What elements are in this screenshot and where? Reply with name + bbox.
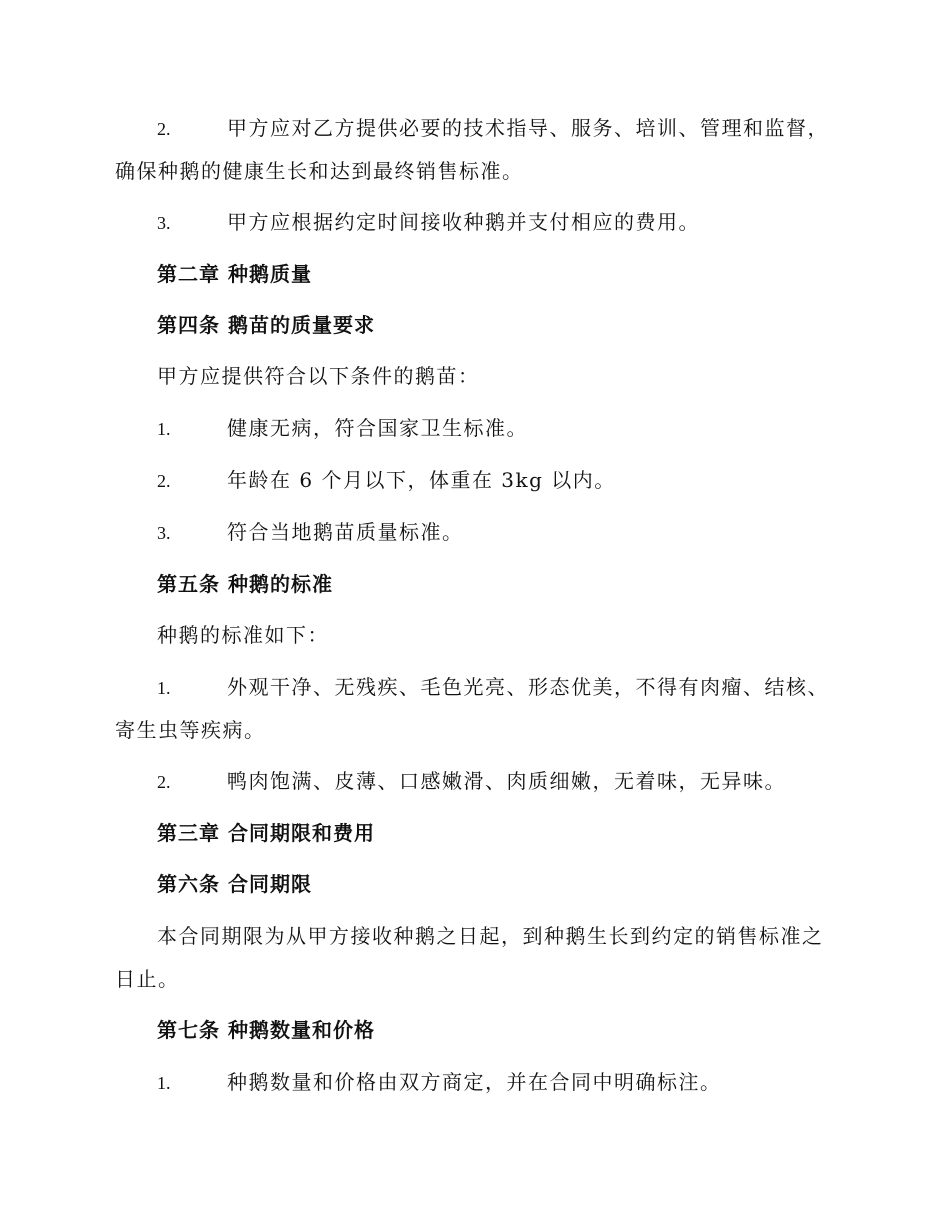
list-number: 2. [157,471,171,491]
list-number: 2. [157,772,171,792]
list-number: 3. [157,213,171,233]
list-item-text: 健康无病，符合国家卫生标准。 [227,416,528,440]
list-number: 1. [157,678,171,698]
paragraph: 甲方应提供符合以下条件的鹅苗： [157,364,480,388]
paragraph: 种鹅的标准如下： [157,623,329,647]
list-number: 3. [157,523,171,543]
list-number: 1. [157,419,171,439]
chapter-heading: 第二章 种鹅质量 [157,262,312,286]
list-item-text: 甲方应对乙方提供必要的技术指导、服务、培训、管理和监督， [227,116,829,140]
paragraph: 本合同期限为从甲方接收种鹅之日起，到种鹅生长到约定的销售标准之 [157,924,824,948]
article-heading: 第六条 合同期限 [157,872,312,896]
chapter-heading: 第三章 合同期限和费用 [157,821,375,845]
article-heading: 第七条 种鹅数量和价格 [157,1018,375,1042]
list-item-continuation: 确保种鹅的健康生长和达到最终销售标准。 [115,159,524,183]
article-heading: 第四条 鹅苗的质量要求 [157,313,375,337]
paragraph-continuation: 日止。 [115,967,180,991]
list-item-text: 年龄在 6 个月以下，体重在 3kg 以内。 [227,468,616,492]
article-heading: 第五条 种鹅的标准 [157,572,333,596]
list-item-text: 种鹅数量和价格由双方商定，并在合同中明确标注。 [227,1070,722,1094]
list-item-continuation: 寄生虫等疾病。 [115,718,266,742]
list-number: 2. [157,119,171,139]
list-item-text: 符合当地鹅苗质量标准。 [227,520,464,544]
list-item-text: 甲方应根据约定时间接收种鹅并支付相应的费用。 [227,210,700,234]
list-item-text: 外观干净、无残疾、毛色光亮、形态优美，不得有肉瘤、结核、 [227,675,829,699]
list-number: 1. [157,1073,171,1093]
list-item-text: 鸭肉饱满、皮薄、口感嫩滑、肉质细嫩，无着味，无异味。 [227,769,786,793]
